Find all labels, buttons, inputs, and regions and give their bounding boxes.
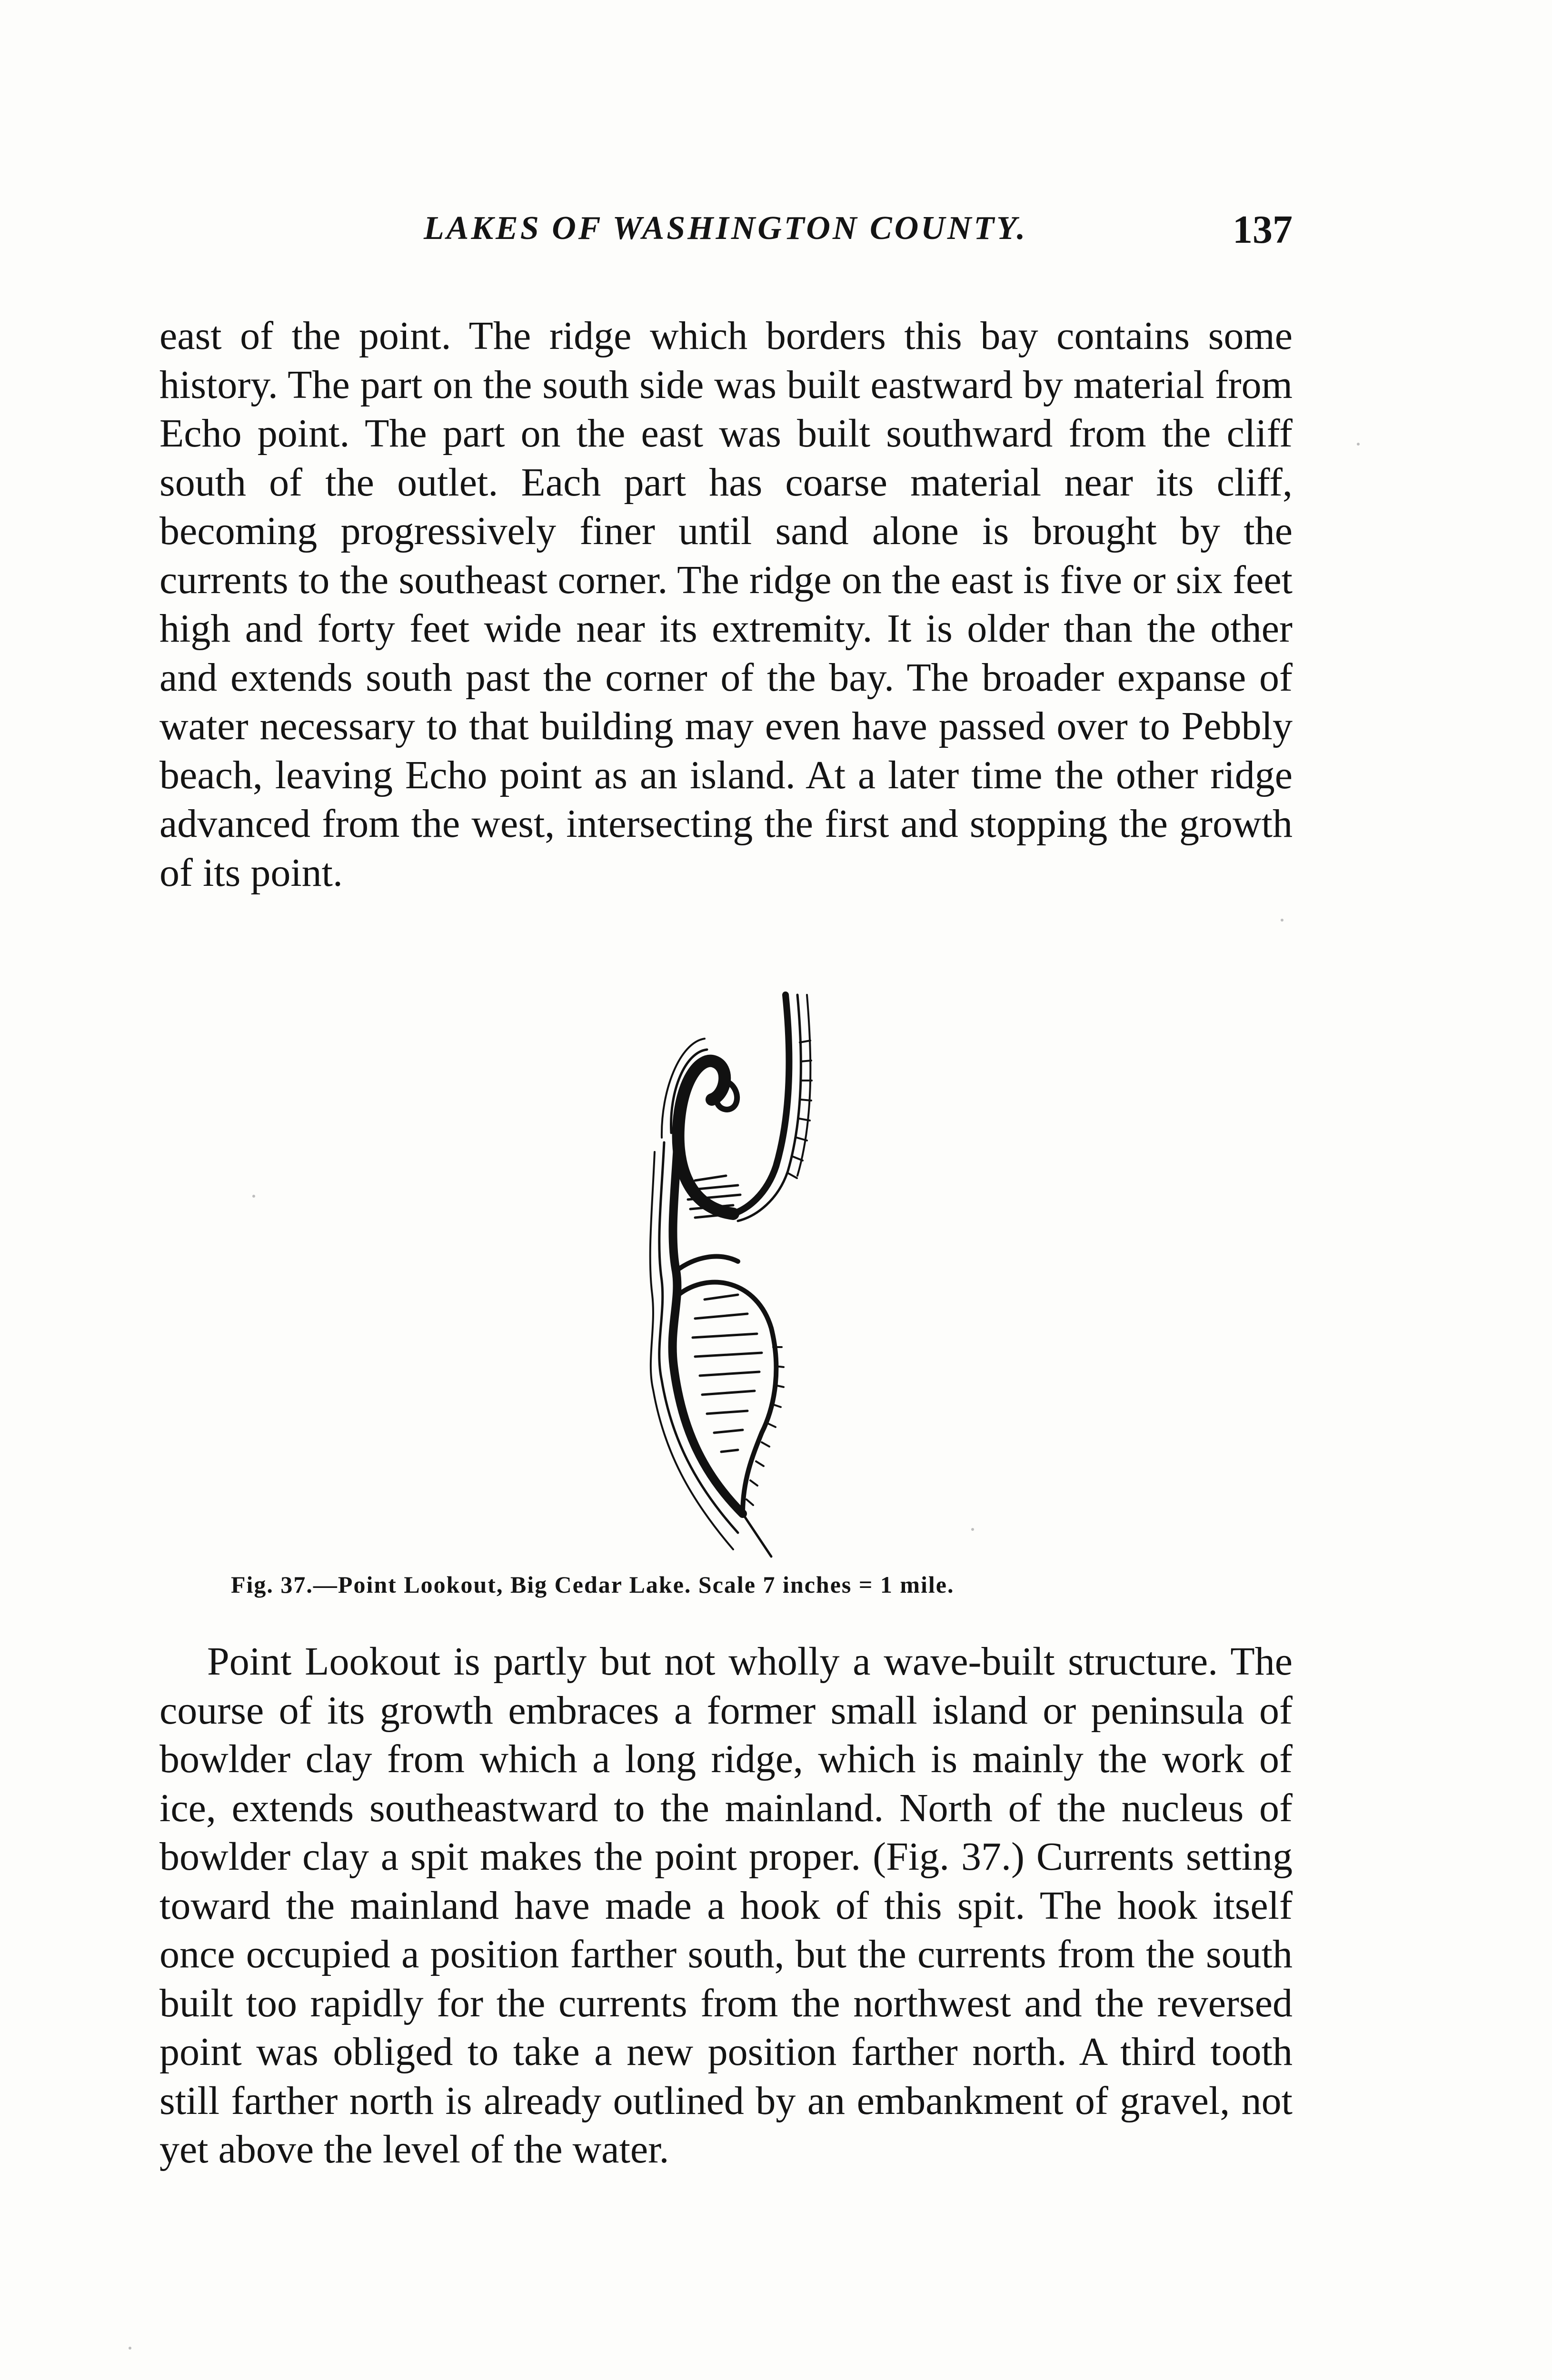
scan-speck [252, 1195, 255, 1198]
scan-speck [971, 1528, 974, 1531]
scan-speck [129, 2347, 131, 2350]
page-number: 137 [1233, 208, 1293, 252]
paragraph-2: Point Lookout is partly but not wholly a wave-built structure. The course of its growth embraces a former small island or peninsula of bowlder clay from which a long ridge, which is mainly the work of ice, extends southeastward to the mainland. North of the nucleus of bowlder clay a spit makes the point proper. (Fig. 37.) Currents setting toward the mainland have made a hook of this spit. The hook itself once occupied a position farther south, but the currents from the south built too rapidly for the currents from the northwest and the reversed point was obliged to take a new position farther north. A third tooth still farther north is already outlined by an embankment of gravel, not yet above the level of the water. [159, 1639, 1293, 2172]
figure-caption: Fig. 37.—Point Lookout, Big Cedar Lake. Scale 7 inches = 1 mile. [231, 1571, 955, 1598]
running-title: LAKES OF WASHINGTON COUNTY. [424, 210, 1028, 247]
running-head [159, 209, 1293, 262]
point-lookout-map-drawing [624, 985, 843, 1561]
scan-speck [1357, 443, 1360, 446]
scan-speck [1281, 919, 1283, 922]
figure-point-lookout-map [624, 985, 843, 1561]
paragraph-1: east of the point. The ridge which borders this bay contains some history. The part on the south side was built eastward by material from Echo point. The part on the east was built southward from the cliff south of the outlet. Each part has coarse material near its cliff, becoming progressively finer until sand alone is brought by the currents to the southeast corner. The ridge on the east is five or six feet high and forty feet wide near its extremity. It is older than the other and extends south past the corner of the bay. The broader expanse of water necessary to that building may even have passed over to Pebbly beach, leaving Echo point as an island. At a later time the other ridge advanced from the west, intersecting the first and stopping the growth of its point. [159, 314, 1293, 895]
